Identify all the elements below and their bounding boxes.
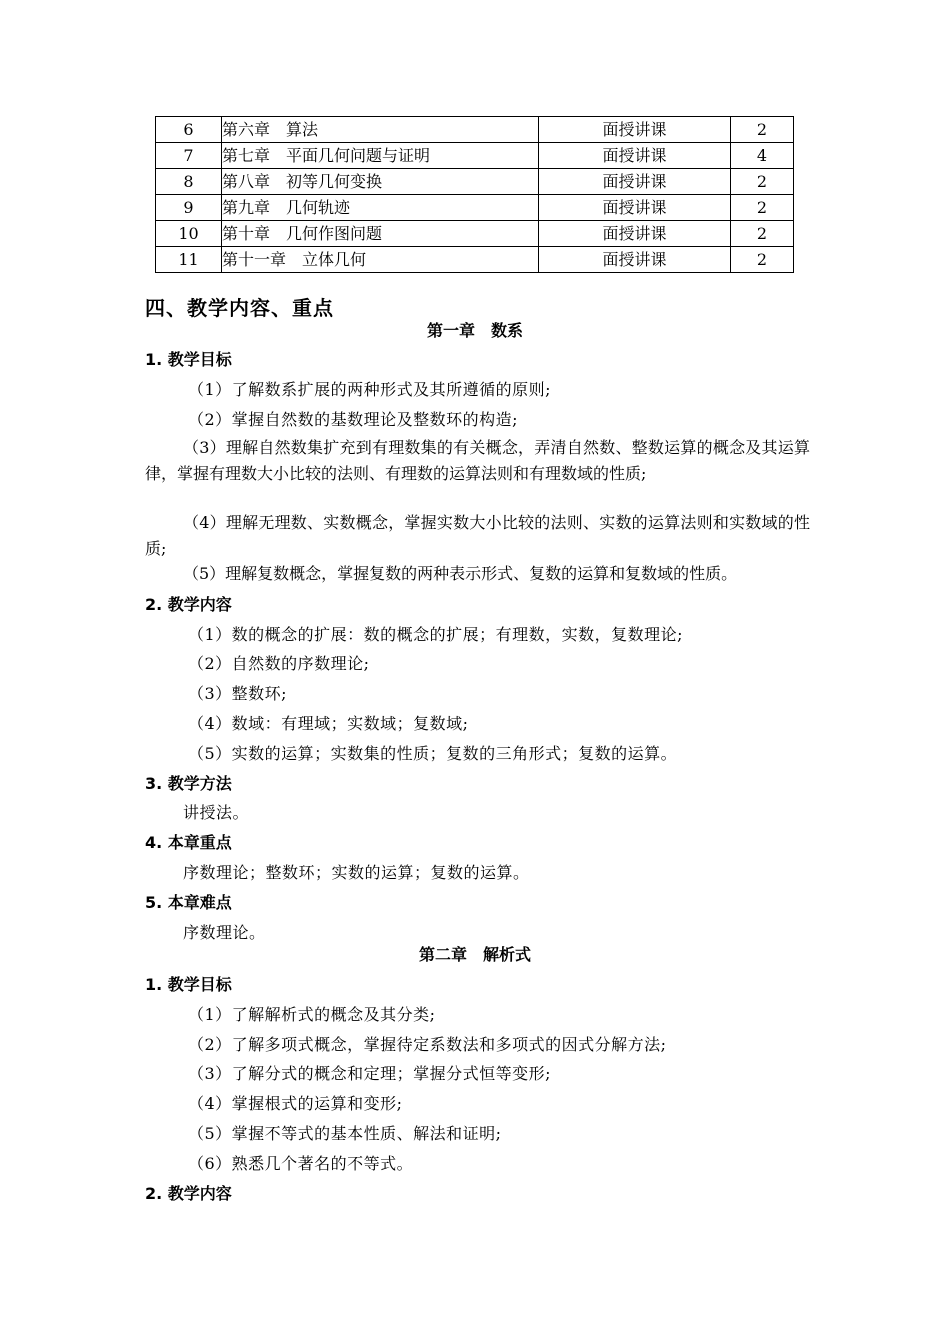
objective-item: （2）了解多项式概念，掌握待定系数法和多项式的因式分解方法;: [188, 1035, 667, 1054]
row-number: 11: [156, 247, 222, 273]
section-title: 四、教学内容、重点: [145, 296, 334, 320]
row-number: 8: [156, 169, 222, 195]
objective-item: （1）了解解析式的概念及其分类;: [188, 1005, 436, 1024]
difficulty-text: 序数理论。: [183, 923, 266, 942]
content-heading: 2. 教学内容: [145, 1184, 232, 1203]
teaching-mode: 面授讲课: [539, 117, 731, 143]
row-number: 7: [156, 143, 222, 169]
objective-item: （1）了解数系扩展的两种形式及其所遵循的原则;: [188, 380, 552, 399]
key-heading: 4. 本章重点: [145, 833, 232, 852]
content-heading: 2. 教学内容: [145, 595, 232, 614]
row-number: 6: [156, 117, 222, 143]
row-number: 10: [156, 221, 222, 247]
objective-paragraph: （4）理解无理数、实数概念，掌握实数大小比较的法则、实数的运算法则和实数域的性质;: [145, 513, 810, 558]
teaching-mode: 面授讲课: [539, 195, 731, 221]
objectives-heading: 1. 教学目标: [145, 350, 232, 369]
chapter-name: 第七章 平面几何问题与证明: [222, 143, 539, 169]
objective-item: （3）了解分式的概念和定理；掌握分式恒等变形;: [188, 1064, 552, 1083]
class-hours: 2: [731, 195, 794, 221]
objective-item: （4）掌握根式的运算和变形;: [188, 1094, 403, 1113]
chapter-name: 第六章 算法: [222, 117, 539, 143]
objective-item: （2）掌握自然数的基数理论及整数环的构造;: [188, 410, 519, 429]
chapter-name: 第十一章 立体几何: [222, 247, 539, 273]
key-text: 序数理论；整数环；实数的运算；复数的运算。: [183, 863, 530, 882]
table-row: [156, 195, 794, 221]
method-text: 讲授法。: [183, 803, 250, 822]
chapter-title: 第一章 数系: [426, 321, 523, 340]
chapter-name: 第九章 几何轨迹: [222, 195, 539, 221]
content-item: （2）自然数的序数理论;: [188, 654, 370, 673]
schedule-table: [155, 116, 794, 273]
class-hours: 4: [731, 143, 794, 169]
teaching-mode: 面授讲课: [539, 221, 731, 247]
chapter-name: 第十章 几何作图问题: [222, 221, 539, 247]
method-heading: 3. 教学方法: [145, 774, 232, 793]
objective-item: （5）掌握不等式的基本性质、解法和证明;: [188, 1124, 502, 1143]
teaching-mode: 面授讲课: [539, 169, 731, 195]
content-item: （5）实数的运算；实数集的性质；复数的三角形式；复数的运算。: [188, 744, 678, 763]
objectives-heading: 1. 教学目标: [145, 975, 232, 994]
class-hours: 2: [731, 169, 794, 195]
table-row: [156, 169, 794, 195]
class-hours: 2: [731, 221, 794, 247]
class-hours: 2: [731, 117, 794, 143]
table-row: [156, 117, 794, 143]
chapter-title: 第二章 解析式: [418, 945, 531, 964]
class-hours: 2: [731, 247, 794, 273]
table-row: [156, 143, 794, 169]
content-item: （4）数域：有理域；实数域；复数域;: [188, 714, 469, 733]
table-row: [156, 247, 794, 273]
difficulty-heading: 5. 本章难点: [145, 893, 232, 912]
table-row: [156, 221, 794, 247]
objective-item: （6）熟悉几个著名的不等式。: [188, 1154, 414, 1173]
teaching-mode: 面授讲课: [539, 143, 731, 169]
teaching-mode: 面授讲课: [539, 247, 731, 273]
objective-paragraph: （3）理解自然数集扩充到有理数集的有关概念，弄清自然数、整数运算的概念及其运算律，掌握有理数大小比较的法则、有理数的运算法则和有理数域的性质;: [145, 438, 810, 483]
chapter-name: 第八章 初等几何变换: [222, 169, 539, 195]
content-item: （3）整数环;: [188, 684, 288, 703]
content-item: （1）数的概念的扩展：数的概念的扩展；有理数，实数，复数理论;: [188, 625, 684, 644]
objective-paragraph: （5）理解复数概念，掌握复数的两种表示形式、复数的运算和复数域的性质。: [183, 564, 738, 583]
row-number: 9: [156, 195, 222, 221]
